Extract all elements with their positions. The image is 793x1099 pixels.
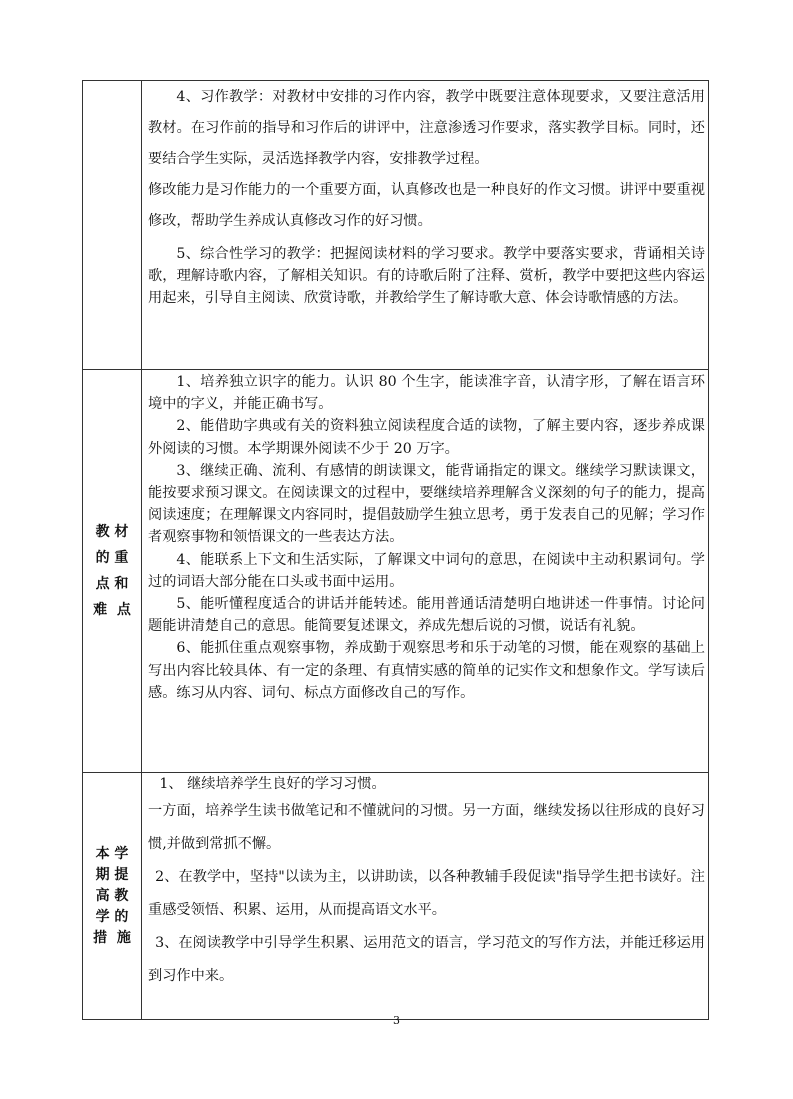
row-label-line: 高 教 <box>95 887 129 904</box>
paragraph-reading-aloud: 3、继续正确、流利、有感情的朗读课文，能背诵指定的课文。继续学习默读课文，能按要求预习课文。在阅读课文的过程中，要继续培养理解含义深刻的句子的能力，提高阅读速度；在理解课文内容同时，提倡鼓励学生独立思考，勇于发表自己的见解；学习作者观察事物和领悟课文的一些表达方法。 <box>148 462 705 546</box>
row-label-line: 的 重 <box>95 550 129 566</box>
paragraph-study-habits: 1、 继续培养学生良好的学习习惯。 <box>159 776 386 792</box>
paragraph-listening-speaking: 5、能听懂程度适合的讲话并能转述。能用普通话清楚明白地讲述一件事情。讨论问题能讲清楚自己的意思。能简要复述课文，养成先想后说的习惯，说话有礼貌。 <box>148 596 705 635</box>
plan-table <box>82 80 709 1020</box>
table-row <box>83 370 709 773</box>
paragraph-integrated-learning: 5、综合性学习的教学：把握阅读材料的学习要求。教学中要落实要求，背诵相关诗歌，理解诗歌内容，了解相关知识。有的诗歌后附了注释、赏析，教学中要把这些内容运用起来，引导自主阅读、欣赏诗歌，并教给学生了解诗歌大意、体会诗歌情感的方法。 <box>148 246 705 306</box>
row-label-measures <box>83 773 142 1020</box>
row-label-line: 措 施 <box>93 929 131 946</box>
paragraph-revision-ability: 修改能力是习作能力的一个重要方面，认真修改也是一种良好的作文习惯。讲评中要重视修改，帮助学生养成认真修改习作的好习惯。 <box>148 182 705 229</box>
table-row <box>83 81 709 370</box>
row-label-line: 本 学 <box>95 845 129 862</box>
row-content-teaching-methods <box>142 81 709 370</box>
paragraph-writing: 6、能抓住重点观察事物，养成勤于观察思考和乐于动笔的习惯，能在观察的基础上写出内容比较具体、有一定的条理、有真情实感的简单的记实作文和想象作文。学写读后感。练习从内容、词句、标点方面修改自己的写作。 <box>148 640 705 701</box>
page-number: 3 <box>393 1014 400 1027</box>
row-label-text <box>83 519 141 623</box>
paragraph-note-taking: 一方面，培养学生读书做笔记和不懂就问的习惯。另一方面，继续发扬以往形成的良好习惯,并做到常抓不懈。 <box>148 803 705 852</box>
row-label-line: 教 材 <box>95 524 129 540</box>
row-label-text <box>83 844 141 949</box>
paragraph-literacy: 1、培养独立识字的能力。认识 80 个生字，能读准字音，认清字形，了解在语言环境中的字义，并能正确书写。 <box>148 374 705 413</box>
paragraph-reading-habits: 2、能借助字典或有关的资料独立阅读程度合适的读物，了解主要内容，逐步养成课外阅读的习惯。本学期课外阅读不少于 20 万字。 <box>148 418 705 457</box>
row-label-line: 难 点 <box>93 602 131 618</box>
row-content-measures <box>142 773 709 1020</box>
row-content-key-points <box>142 370 709 773</box>
paragraph-composition-teaching: 4、习作教学：对教材中安排的习作内容，教学中既要注意体现要求，又要注意活用教材。在习作前的指导和习作后的讲评中，注意渗透习作要求，落实教学目标。同时，还要结合学生实际，灵活选择教学内容，安排教学过程。 <box>148 89 705 167</box>
row-label-line: 点 和 <box>95 576 129 592</box>
paragraph-vocabulary: 4、能联系上下文和生活实际，了解课文中词句的意思，在阅读中主动积累词句。学过的词语大部分能在口头或书面中运用。 <box>148 551 705 590</box>
row-label-empty <box>83 81 142 370</box>
table-row <box>83 773 709 1020</box>
paragraph-model-texts: 3、在阅读教学中引导学生积累、运用范文的语言，学习范文的写作方法，并能迁移运用到习作中来。 <box>148 935 705 984</box>
row-label-line: 期 提 <box>95 866 129 883</box>
paragraph-reading-focus: 2、在教学中，坚持"以读为主，以讲助读，以各种教辅手段促读"指导学生把书读好。注重感受领悟、积累、运用，从而提高语文水平。 <box>148 869 705 918</box>
row-label-line: 学 的 <box>95 908 129 925</box>
row-label-key-points <box>83 370 142 773</box>
